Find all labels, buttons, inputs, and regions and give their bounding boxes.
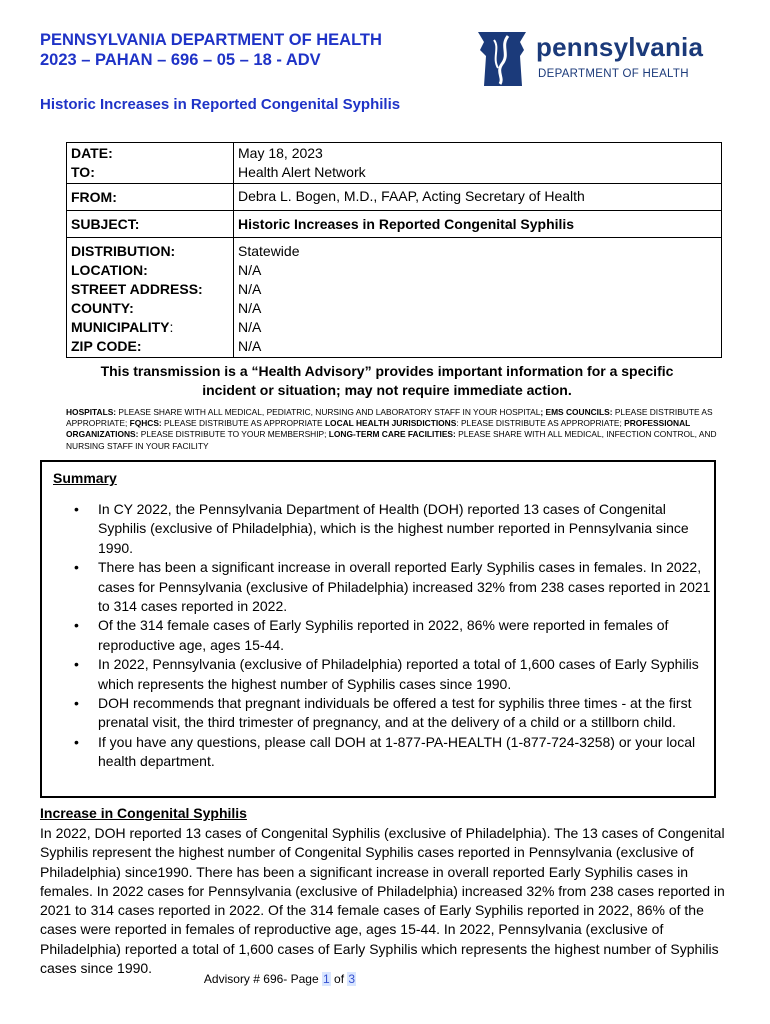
list-item: • There has been a significant increase in overall reported Early Syphilis cases in females. In 2022, cases for Pennsylvania (exclusive of Philadelphia) increased 32% from 238 cases reported in 2021 to 314 cases reported in 2022. [74,559,711,615]
header-line-1: PENNSYLVANIA DEPARTMENT OF HEALTH [40,31,382,49]
bullet-icon: • [74,656,79,673]
header-line-2: 2023 – PAHAN – 696 – 05 – 18 - ADV [40,51,321,69]
memo-row-date-to [67,143,722,184]
street-address-value: N/A [238,281,262,297]
summary-list [66,500,716,772]
county-value: N/A [238,300,262,316]
document-header [40,30,382,70]
list-item: • DOH recommends that pregnant individuals be offered a test for syphilis three times - at the first prenatal visit, the third trimester of pregnancy, and at the delivery of a child or a stillborn child. [74,695,692,731]
list-item: • In 2022, Pennsylvania (exclusive of Philadelphia) reported a total of 1,600 cases of Early Syphilis which represents the highest number of Syphilis cases since 1990. [74,656,699,692]
municipality-label: MUNICIPALITY: [71,319,174,335]
summary-heading: Summary [53,470,117,486]
location-label: LOCATION: [71,262,148,278]
memo-table [66,142,722,358]
to-value: Health Alert Network [238,164,366,180]
to-label: TO: [71,164,95,180]
subject-label: SUBJECT: [67,211,234,238]
memo-row-distribution [67,238,722,358]
advisory-line-1: This transmission is a “Health Advisory” provides important information for a specific [100,363,674,379]
county-label: COUNTY: [71,300,134,316]
logo-wordmark: pennsylvania [536,32,704,62]
bullet-icon: • [74,733,79,750]
from-label: FROM: [67,184,234,211]
section-heading: Increase in Congenital Syphilis [40,805,247,821]
street-address-label: STREET ADDRESS: [71,281,203,297]
page-footer: Advisory # 696- Page 1 of 3 [203,972,356,986]
municipality-value: N/A [238,319,262,335]
distribution-value: Statewide [238,243,300,259]
zip-code-value: N/A [238,338,262,354]
pa-health-logo [470,28,710,88]
location-value: N/A [238,262,262,278]
page-number: 1 [323,972,330,986]
bullet-icon: • [74,501,79,517]
memo-row-from [67,184,722,211]
distribution-label: DISTRIBUTION: [71,243,176,259]
bullet-icon: • [74,559,79,576]
bullet-icon: • [74,617,79,634]
distribution-notes: HOSPITALS: PLEASE SHARE WITH ALL MEDICAL, PEDIATRIC, NURSING AND LABORATORY STAFF IN YOUR HOSPITAL; EMS COUNCILS: PLEASE DISTRIBUTE AS APPROPRIATE; FQHCS: PLEASE DISTRIBUTE AS APPROPRIATE LOCAL HEALTH JURISDICTIONS: PLEASE DISTRIBUTE AS APPROPRIATE; PROFESSIONAL ORGANIZATIONS: PLEASE DISTRIBUTE TO YOUR MEMBERSHIP; LONG-TERM CARE FACILITIES: PLEASE SHARE WITH ALL MEDICAL, INFECTION CONTROL, AND NURSING STAFF IN YOUR FACILITY [66,407,717,451]
keystone-icon [470,28,534,88]
list-item: • Of the 314 female cases of Early Syphilis reported in 2022, 86% were reported in females of reproductive age, ages 15-44. [74,617,669,653]
memo-row-subject [67,211,722,238]
logo-department: DEPARTMENT OF HEALTH [538,68,689,80]
zip-code-label: ZIP CODE: [71,338,142,354]
subject-value: Historic Increases in Reported Congenital Syphilis [234,211,722,238]
section-body: In 2022, DOH reported 13 cases of Congenital Syphilis (exclusive of Philadelphia). The 13 cases of Congenital Syphilis represent the highest number of Congenital Syphilis cases reported in Pennsylvania (exclusive of Philadelphia) since1990. There has been a significant increase in overall reported Early Syphilis cases in females. In 2022 cases for Pennsylvania (exclusive of Philadelphia) increased 32% from 238 cases reported in 2021 to 314 cases reported in 2022. Of the 314 female cases of Early Syphilis reported in 2022, 86% of the cases were reported in females of reproductive age, ages 15-44. In 2022, Pennsylvania (exclusive of Philadelphia) reported a total of 1,600 cases of Early Syphilis which represents the highest number of Syphilis cases since 1990. [40,825,725,977]
from-value: Debra L. Bogen, M.D., FAAP, Acting Secretary of Health [234,184,722,211]
advisory-notice [40,362,734,400]
bullet-icon: • [74,695,79,712]
summary-box [40,460,716,798]
document-subtitle: Historic Increases in Reported Congenital Syphilis [40,96,401,113]
list-item: • If you have any questions, please call DOH at 1-877-PA-HEALTH (1-877-724-3258) or your local health department. [74,733,696,770]
list-item: • In CY 2022, the Pennsylvania Department of Health (DOH) reported 13 cases of Congenital Syphilis (exclusive of Philadelphia), which is the highest number reported in Pennsylvania since 1990. [74,501,689,556]
date-value: May 18, 2023 [238,145,323,161]
advisory-line-2: incident or situation; may not require immediate action. [202,382,572,398]
page-total: 3 [348,972,356,986]
date-label: DATE: [71,145,113,161]
